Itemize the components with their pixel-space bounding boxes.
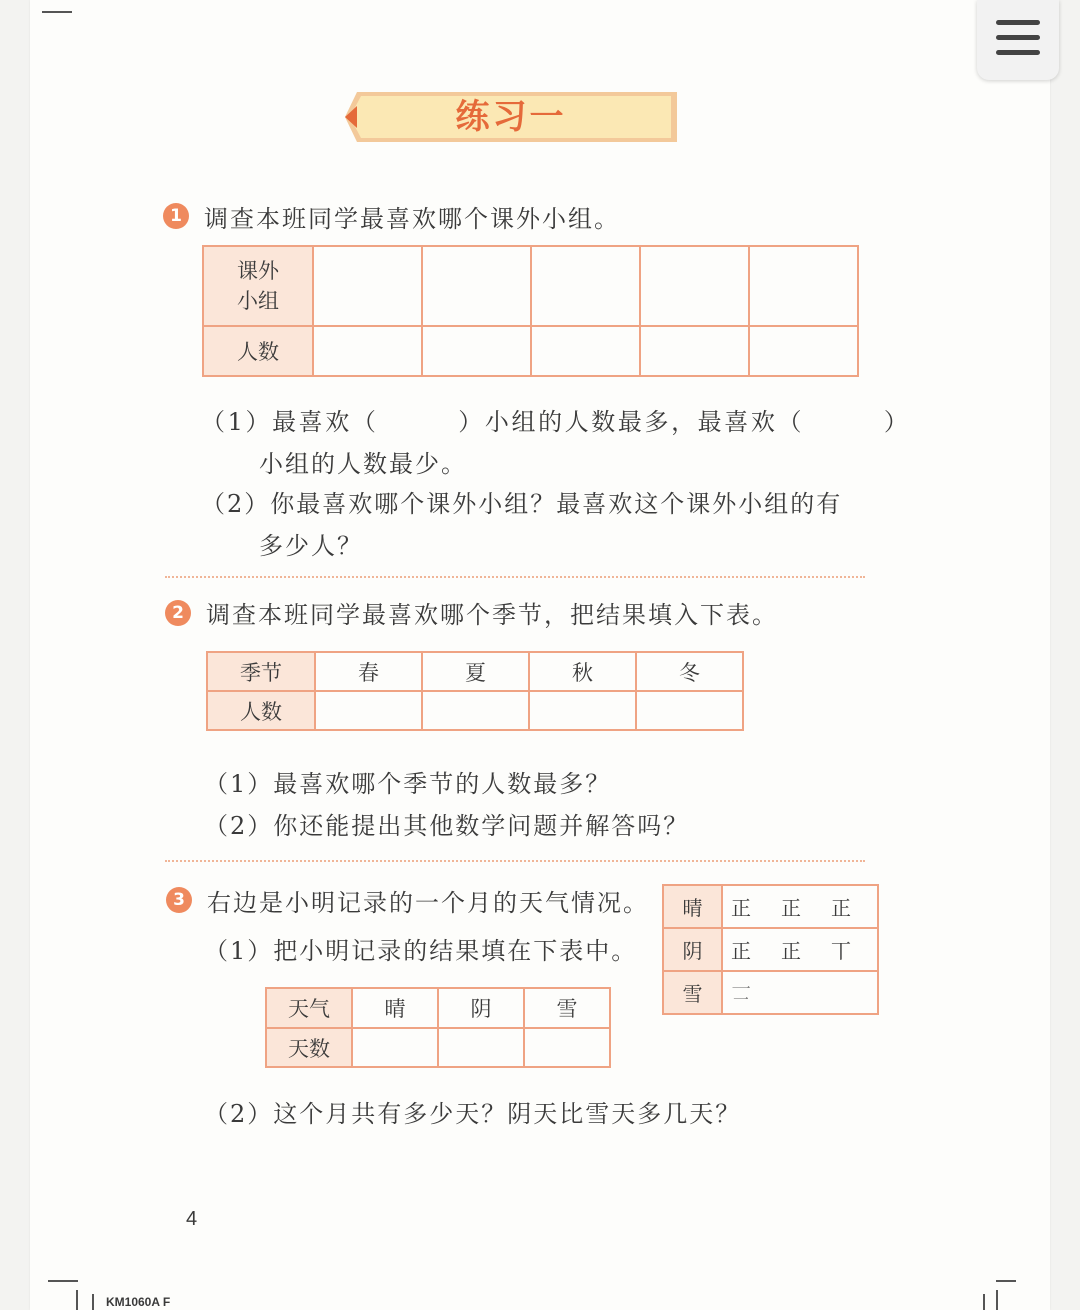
question-number: 3 — [166, 887, 192, 913]
trim-mark — [983, 1294, 985, 1310]
tally-mark: 正 — [781, 896, 801, 920]
question-text: 调查本班同学最喜欢哪个季节，把结果填入下表。 — [206, 601, 778, 629]
question-number: 1 — [163, 203, 189, 229]
table-header-cell: 季节 — [207, 652, 315, 691]
sub-question: （2）你还能提出其他数学问题并解答吗？ — [204, 812, 690, 840]
sub-question: （1）把小明记录的结果填在下表中。 — [204, 937, 638, 965]
tally-row — [663, 971, 878, 1014]
weather-table — [265, 987, 611, 1068]
sub-question: （2）这个月共有多少天？阴天比雪天多几天？ — [204, 1100, 742, 1128]
trim-mark — [996, 1280, 1016, 1282]
title-banner — [345, 88, 677, 146]
input-cell[interactable] — [749, 326, 858, 376]
question-number: 2 — [165, 600, 191, 626]
input-cell[interactable] — [640, 326, 749, 376]
input-cell[interactable] — [422, 326, 531, 376]
menu-icon-bar — [996, 35, 1040, 40]
table-header-cell — [203, 246, 313, 326]
weather-cell: 雪 — [524, 988, 610, 1028]
sub-question: （1）最喜欢（ ）小组的人数最多，最喜欢（ ） — [201, 408, 911, 436]
table-header-cell: 天数 — [266, 1028, 352, 1067]
season-cell: 夏 — [422, 652, 529, 691]
season-cell: 春 — [315, 652, 422, 691]
tally-mark: 丅 — [831, 939, 851, 963]
input-cell[interactable] — [438, 1028, 524, 1067]
club-table — [202, 245, 859, 377]
weather-tally-table — [662, 884, 879, 1015]
input-cell[interactable] — [352, 1028, 438, 1067]
page-number: 4 — [186, 1208, 198, 1230]
table-header-cell: 人数 — [207, 691, 315, 730]
weather-cell: 阴 — [438, 988, 524, 1028]
input-cell[interactable] — [315, 691, 422, 730]
tally-row — [663, 885, 878, 928]
input-cell[interactable] — [524, 1028, 610, 1067]
section-divider — [165, 576, 865, 578]
trim-mark — [42, 11, 72, 13]
tally-label: 阴 — [663, 928, 722, 971]
menu-icon — [996, 20, 1040, 25]
menu-icon-bar — [996, 50, 1040, 55]
question-text: 右边是小明记录的一个月的天气情况。 — [207, 889, 649, 917]
header-line: 课外 — [237, 259, 279, 283]
weather-cell: 晴 — [352, 988, 438, 1028]
tally-mark: 正 — [831, 896, 851, 920]
sub-question-cont: 多少人？ — [259, 532, 363, 560]
header-line: 小组 — [237, 289, 279, 313]
season-cell: 冬 — [636, 652, 743, 691]
trim-mark — [48, 1280, 78, 1282]
sub-question-cont: 小组的人数最少。 — [259, 450, 467, 478]
tally-mark: 正 — [781, 939, 801, 963]
sub-question: （2）你最喜欢哪个课外小组？最喜欢这个课外小组的有 — [201, 490, 843, 518]
input-cell[interactable] — [749, 246, 858, 326]
input-cell[interactable] — [636, 691, 743, 730]
page-title: 练习一 — [455, 97, 567, 137]
trim-mark — [92, 1294, 94, 1310]
input-cell[interactable] — [640, 246, 749, 326]
input-cell[interactable] — [529, 691, 636, 730]
input-cell[interactable] — [422, 691, 529, 730]
menu-button[interactable] — [977, 0, 1059, 80]
season-cell: 秋 — [529, 652, 636, 691]
tally-mark: 正 — [731, 896, 751, 920]
tally-marks — [722, 928, 878, 971]
sub-question: （1）最喜欢哪个季节的人数最多？ — [204, 770, 612, 798]
input-cell[interactable] — [531, 246, 640, 326]
tally-label: 晴 — [663, 885, 722, 928]
season-table — [206, 651, 744, 731]
input-cell[interactable] — [313, 326, 422, 376]
input-cell[interactable] — [422, 246, 531, 326]
table-header-cell: 人数 — [203, 326, 313, 376]
tally-mark: 𠄟 — [731, 981, 751, 1005]
table-header-cell: 天气 — [266, 988, 352, 1028]
tally-mark: 正 — [731, 939, 751, 963]
tally-label: 雪 — [663, 971, 722, 1014]
print-code: KM1060A F — [106, 1295, 171, 1309]
input-cell[interactable] — [313, 246, 422, 326]
trim-mark — [996, 1290, 998, 1310]
tally-marks — [722, 885, 878, 928]
trim-mark — [76, 1290, 78, 1310]
question-text: 调查本班同学最喜欢哪个课外小组。 — [204, 205, 620, 233]
tally-marks — [722, 971, 878, 1014]
input-cell[interactable] — [531, 326, 640, 376]
tally-row — [663, 928, 878, 971]
section-divider — [165, 860, 865, 862]
